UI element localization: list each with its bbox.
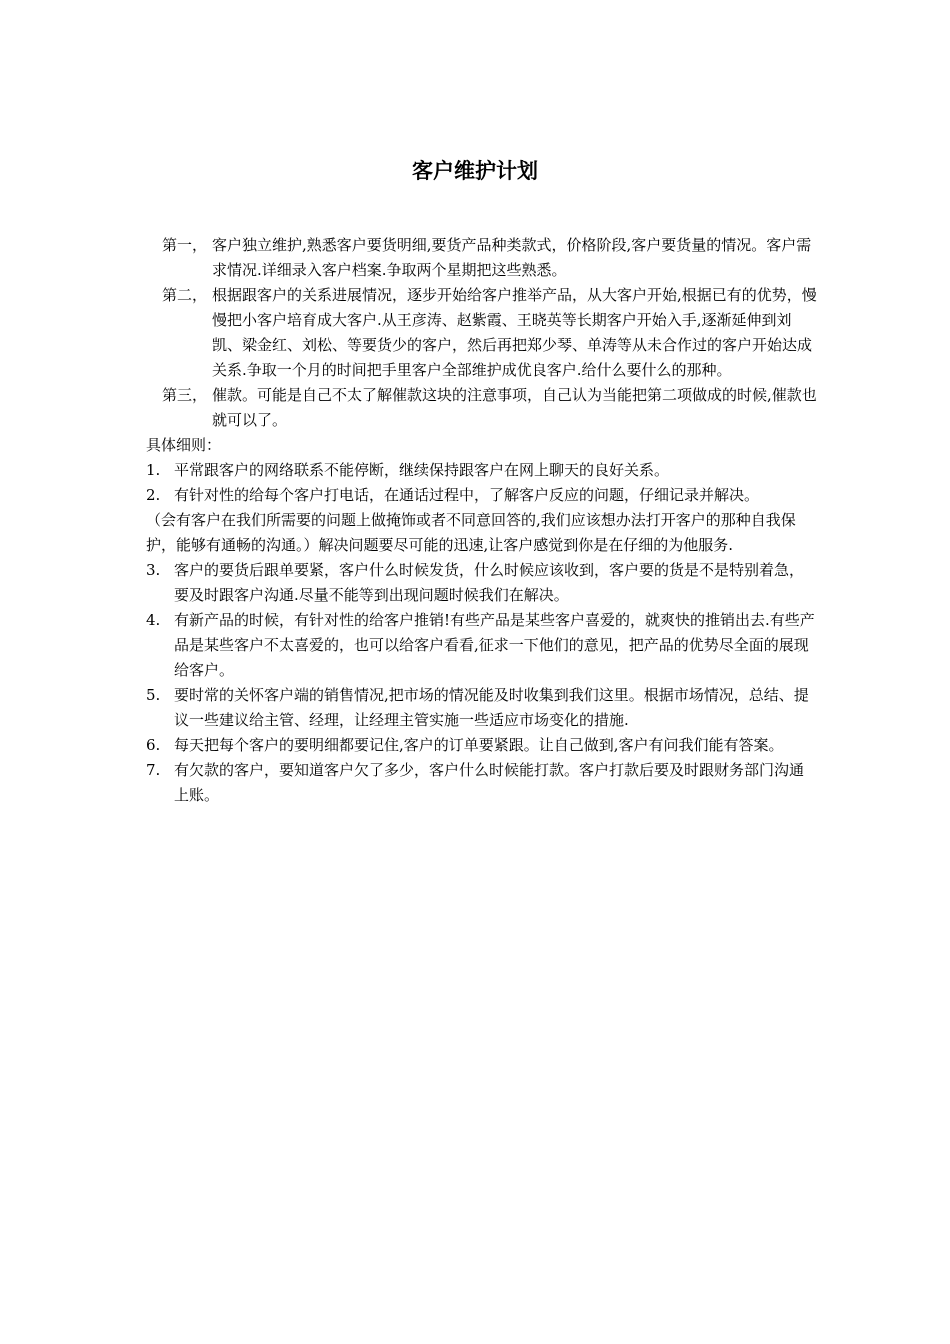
detail-text: 有新产品的时候，有针对性的给客户推销!有些产品是某些客户喜爱的，就爽快的推销出去.有些产品是某些客户不太喜爱的，也可以给客户看看,征求一下他们的意见，把产品的优势尽全面的展现给客户。 [174,611,815,679]
detail-number: 1. [146,461,161,479]
detail-text: 要时常的关怀客户端的销售情况,把市场的情况能及时收集到我们这里。根据市场情况，总结、提议一些建议给主管、经理，让经理主管实施一些适应市场变化的措施. [174,686,809,729]
detail-item-1 [146,458,818,483]
details-note: （会有客户在我们所需要的问题上做掩饰或者不同意回答的,我们应该想办法打开客户的那种自我保护，能够有通畅的沟通。）解决问题要尽可能的迅速,让客户感觉到你是在仔细的为他服务. [146,511,796,554]
document-title: 客户维护计划 [412,159,538,183]
detail-text: 每天把每个客户的要明细都要记住,客户的订单要紧跟。让自己做到,客户有问我们能有答案。 [174,736,784,754]
point-text: 客户独立维护,熟悉客户要货明细,要货产品种类款式，价格阶段,客户要货量的情况。客户需求情况.详细录入客户档案.争取两个星期把这些熟悉。 [212,236,812,279]
point-item-3 [146,383,818,433]
details-heading: 具体细则： [146,436,222,454]
point-text: 根据跟客户的关系进展情况，逐步开始给客户推举产品，从大客户开始,根据已有的优势，慢慢把小客户培育成大客户.从王彦涛、赵紫霞、王晓英等长期客户开始入手,逐渐延伸到刘凯、梁金红、刘松、等要货少的客户，然后再把郑少琴、单涛等从未合作过的客户开始达成关系.争取一个月的时间把手里客户全部维护成优良客户.给什么要什么的那种。 [212,286,817,379]
detail-number: 3. [146,561,161,579]
point-label: 第三， [162,386,208,404]
point-label: 第一， [162,236,208,254]
detail-number: 6. [146,736,161,754]
detail-number: 7. [146,761,161,779]
point-text: 催款。可能是自己不太了解催款这块的注意事项，自己认为当能把第二项做成的时候,催款也就可以了。 [212,386,817,429]
detail-text: 有针对性的给每个客户打电话，在通话过程中，了解客户反应的问题，仔细记录并解决。 [174,486,760,504]
point-item-2 [146,283,818,383]
detail-item-3 [146,558,818,608]
detail-item-5 [146,683,818,733]
detail-text: 客户的要货后跟单要紧，客户什么时候发货，什么时候应该收到，客户要的货是不是特别着急，要及时跟客户沟通.尽量不能等到出现问题时候我们在解决。 [174,561,805,604]
detail-number: 5. [146,686,161,704]
detail-number: 2. [146,486,161,504]
detail-text: 有欠款的客户，要知道客户欠了多少，客户什么时候能打款。客户打款后要及时跟财务部门沟通上账。 [174,761,805,804]
detail-item-7 [146,758,818,808]
detail-item-2 [146,483,818,508]
document-body [146,233,818,808]
detail-item-6 [146,733,818,758]
point-label: 第二， [162,286,208,304]
detail-text: 平常跟客户的网络联系不能停断，继续保持跟客户在网上聊天的良好关系。 [174,461,670,479]
detail-number: 4. [146,611,161,629]
point-item-1 [146,233,818,283]
detail-item-4 [146,608,818,683]
